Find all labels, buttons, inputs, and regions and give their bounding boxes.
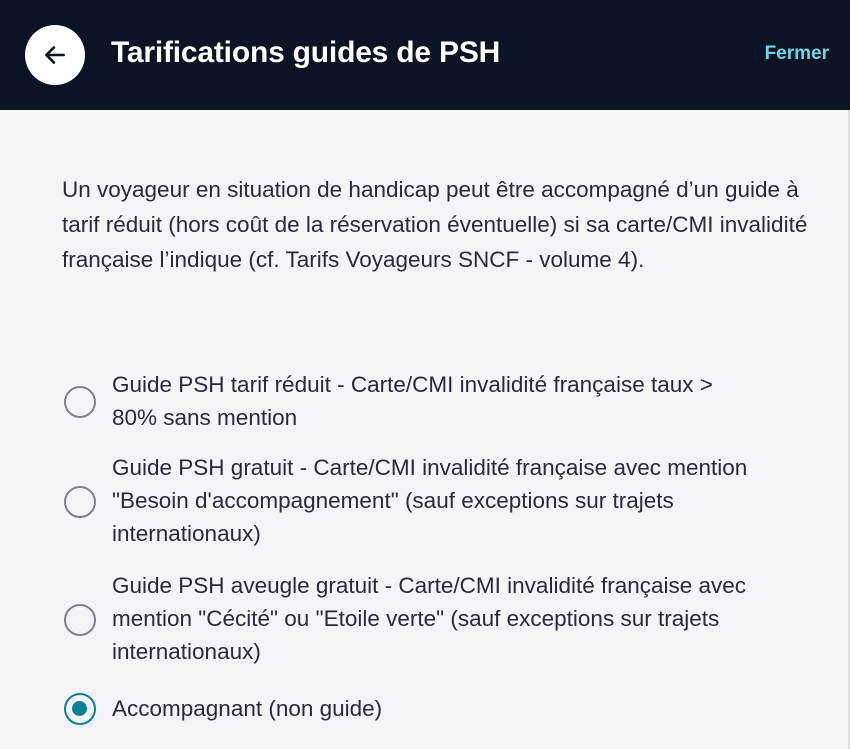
intro-text: Un voyageur en situation de handicap peut être accompagné d’un guide à tarif réduit (hors coût de la réservation éventuelle) si sa carte/CMI invalidité française l’indique (cf. Tarifs Voyageurs SNCF - volume 4). — [62, 177, 808, 272]
close-button[interactable]: Fermer — [764, 43, 829, 64]
back-button[interactable] — [25, 25, 85, 85]
radio-button-checked[interactable] — [64, 693, 96, 725]
radio-selected-dot — [72, 701, 87, 716]
option-label: Guide PSH gratuit - Carte/CMI invalidité française avec mention "Besoin d'accompagnement" (sauf exceptions sur trajets internationaux) — [112, 455, 748, 546]
option-label: Guide PSH aveugle gratuit - Carte/CMI invalidité française avec mention "Cécité" ou "Etoile verte" (sauf exceptions sur trajets internationaux) — [112, 573, 747, 664]
radio-button[interactable] — [64, 386, 96, 418]
arrow-left-icon — [42, 42, 68, 68]
page-title: Tarifications guides de PSH — [111, 36, 501, 69]
radio-button[interactable] — [64, 486, 96, 518]
dialog-header — [0, 0, 850, 110]
option-label: Accompagnant (non guide) — [112, 696, 383, 721]
option-label: Guide PSH tarif réduit - Carte/CMI invalidité française taux > 80% sans mention — [112, 372, 713, 430]
radio-button[interactable] — [64, 604, 96, 636]
